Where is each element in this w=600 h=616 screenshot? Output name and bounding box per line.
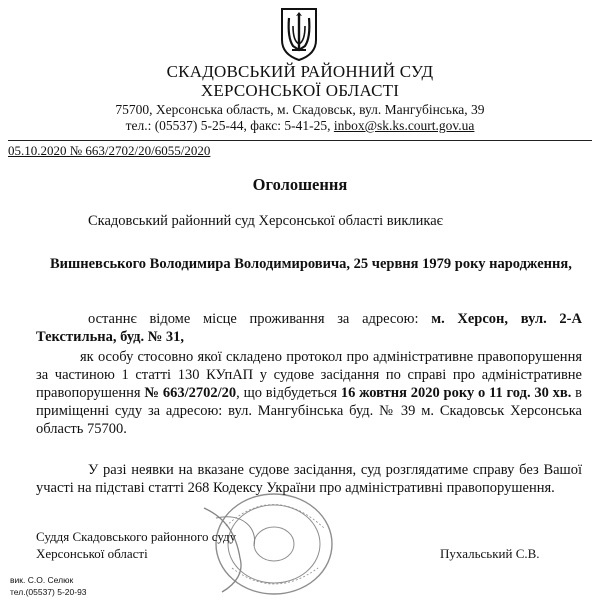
executor-phone: тел.(05537) 5-20-93 — [10, 587, 87, 597]
hearing-text-2: , що відбудеться — [236, 385, 341, 401]
court-address: 75700, Херсонська область, м. Скадовськ, вул. Мангубінська, 39 — [115, 102, 485, 117]
registration-line — [8, 143, 210, 158]
paragraph-address — [36, 310, 582, 346]
paragraph-hearing — [36, 348, 582, 438]
registration-date: 05.10.2020 — [8, 143, 67, 158]
hearing-text-1: як особу стосовно якої складено протокол про адміністративне правопорушення за частиною 1 статті 130 КУпАП у судове засідання по справі про адміністративне правопорушення — [36, 349, 582, 401]
court-contacts — [0, 118, 600, 134]
executor-info — [10, 574, 87, 598]
registration-number-sign: № — [66, 143, 86, 158]
executor-name: вик. С.О. Селюк — [10, 575, 74, 585]
signature-position-line2: Херсонської області — [36, 546, 148, 561]
court-name-line2: ХЕРСОНСЬКОЇ ОБЛАСТІ — [200, 81, 400, 100]
header-divider — [8, 140, 592, 141]
document-title: Оголошення — [252, 175, 348, 194]
paragraph-person-name: Вишневського Володимира Володимировича, 25 червня 1979 року народження, — [50, 256, 572, 272]
paragraph-warning: У разі неявки на вказане судове засідання, суд розглядатиме справу без Вашої участі на підставі статті 268 Кодексу України про адміністративні правопорушення. — [36, 462, 582, 496]
paragraph-court-summons: Скадовський районний суд Херсонської області викликає — [88, 213, 443, 229]
trident-coat-of-arms-icon — [279, 6, 319, 62]
court-address-block — [0, 102, 600, 134]
email-link[interactable]: inbox@sk.ks.court.gov.ua — [333, 118, 475, 133]
signature-position-line1: Суддя Скадовського районного суду — [36, 529, 237, 544]
judge-name: Пухальський С.В. — [440, 546, 540, 561]
person-address: м. Херсон, вул. 2-А Текстильна, буд. № 31, — [36, 311, 582, 345]
registration-number: 663/2702/20/6055/2020 — [85, 143, 211, 158]
signature-position — [36, 528, 236, 562]
hearing-datetime: 16 жовтня 2020 року о 11 год. 30 хв. — [340, 385, 572, 401]
court-name-line1: СКАДОВСЬКИЙ РАЙОННИЙ СУД — [166, 62, 434, 81]
address-intro: останнє відоме місце проживання за адресою: — [88, 311, 432, 327]
court-name — [0, 62, 600, 100]
case-number: № 663/2702/20 — [144, 385, 237, 401]
hearing-text-3: в приміщенні суду за адресою: вул. Мангубінська буд. № 39 м. Скадовськ Херсонська область 75700. — [36, 385, 582, 437]
contacts-phone-fax: тел.: (05537) 5-25-44, факс: 5-41-25, — [125, 118, 334, 133]
